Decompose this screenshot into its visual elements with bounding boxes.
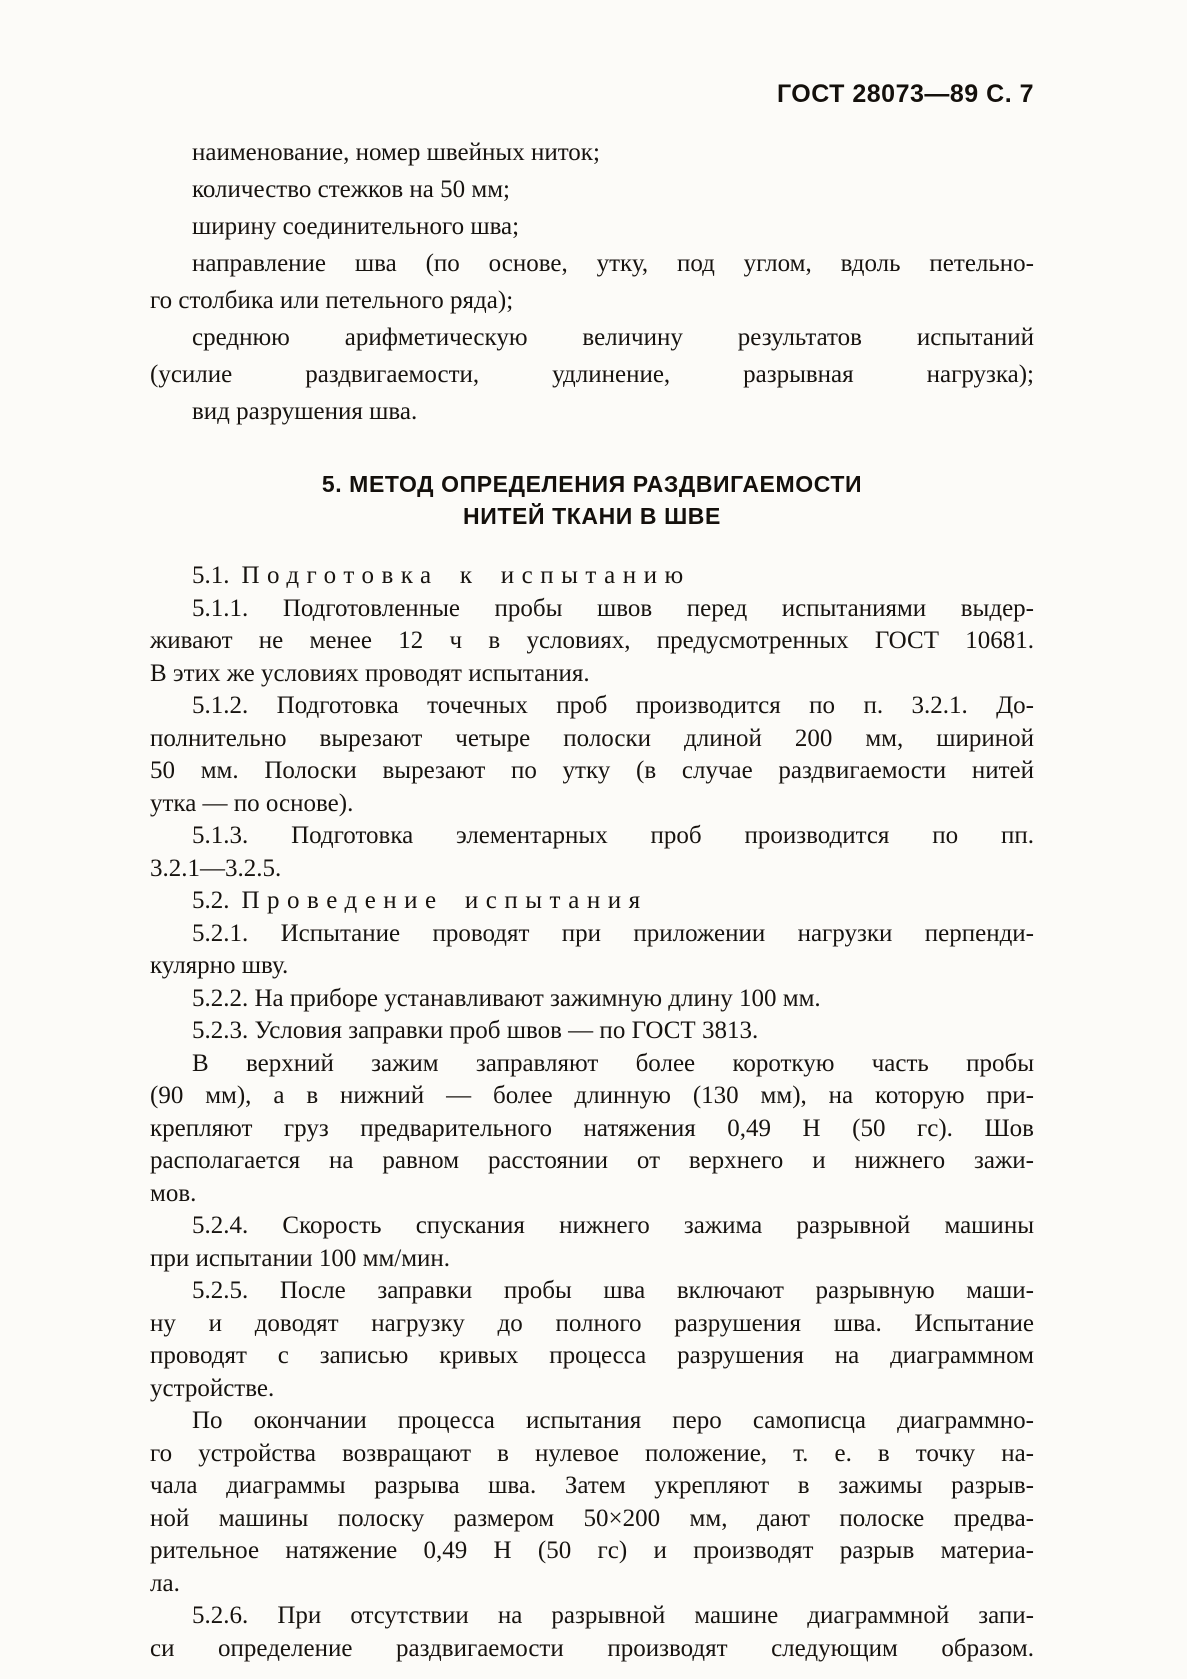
text-line: 5.2.3. Условия заправки проб швов — по ГОСТ 3813. — [192, 1017, 759, 1044]
text-line: при испытании 100 мм/мин. — [150, 1244, 451, 1272]
text-line: си определение раздвигаемости производят следующим образом. — [150, 1634, 1034, 1662]
page-header-gost-number: ГОСТ 28073—89 С. 7 — [776, 80, 1034, 108]
text-line: наименование, номер швейных ниток; — [192, 139, 600, 166]
text-line: 5.1.2. Подготовка точечных проб производится по п. 3.2.1. До- — [192, 692, 1034, 719]
text-line: 5.2.4. Скорость спускания нижнего зажима разрывной машины — [192, 1212, 1034, 1239]
section-heading-line: НИТЕЙ ТКАНИ В ШВЕ — [463, 503, 721, 529]
text-line: 5.2.2. На приборе устанавливают зажимную длину 100 мм. — [192, 984, 821, 1012]
text-line: го устройства возвращают в нулевое положение, т. е. в точку на- — [150, 1439, 1034, 1467]
text-line: В этих же условиях проводят испытания. — [150, 659, 590, 687]
text-line: устройстве. — [150, 1374, 275, 1402]
text-line: проводят с записью кривых процесса разрушения на диаграммном — [150, 1342, 1034, 1369]
text-line: рительное натяжение 0,49 Н (50 гс) и производят разрыв материа- — [150, 1537, 1034, 1564]
subsection-heading — [150, 885, 1034, 918]
text-line: крепляют груз предварительного натяжения 0,49 Н (50 гс). Шов — [150, 1114, 1034, 1142]
text-line: среднюю арифметическую величину результатов испытаний — [192, 324, 1034, 351]
document-body — [150, 134, 1034, 1665]
text-line: 5.2.6. При отсутствии на разрывной машине диаграммной запи- — [192, 1602, 1034, 1629]
text-line: количество стежков на 50 мм; — [192, 176, 510, 203]
text-line: кулярно шву. — [150, 952, 289, 979]
subsection-title: Подготовка к испытанию — [241, 562, 691, 589]
text-line: 5.1.3. Подготовка элементарных проб производится по пп. — [192, 822, 1034, 849]
text-line: 5.2.1. Испытание проводят при приложении нагрузки перпенди- — [192, 919, 1034, 947]
subsection-title: Проведение испытания — [241, 887, 648, 914]
text-line: (90 мм), а в нижний — более длинную (130 мм), на которую при- — [150, 1082, 1034, 1109]
text-line: 5.1.1. Подготовленные пробы швов перед испытаниями выдер- — [192, 594, 1034, 622]
text-line: ла. — [150, 1569, 180, 1597]
text-line: ширину соединительного шва; — [192, 213, 520, 240]
text-line: В верхний зажим заправляют более короткую часть пробы — [192, 1049, 1034, 1077]
text-line: утка — по основе). — [150, 789, 354, 817]
subsection-heading — [150, 560, 1034, 593]
text-line: живают не менее 12 ч в условиях, предусмотренных ГОСТ 10681. — [150, 627, 1034, 654]
text-line: 50 мм. Полоски вырезают по утку (в случае раздвигаемости нитей — [150, 757, 1034, 784]
text-line: ной машины полоску размером 50×200 мм, дают полоске предва- — [150, 1504, 1034, 1532]
text-line: По окончании процесса испытания перо самописца диаграммно- — [192, 1407, 1034, 1434]
section-heading — [150, 468, 1034, 532]
text-line: полнительно вырезают четыре полоски длиной 200 мм, шириной — [150, 724, 1034, 752]
text-line: го столбика или петельного ряда); — [150, 287, 514, 314]
text-line: 3.2.1—3.2.5. — [150, 854, 282, 882]
text-line: располагается на равном расстоянии от верхнего и нижнего зажи- — [150, 1147, 1034, 1174]
text-line: вид разрушения шва. — [192, 398, 418, 425]
text-line: мов. — [150, 1179, 197, 1207]
text-line: чала диаграммы разрыва шва. Затем укрепляют в зажимы разрыв- — [150, 1472, 1034, 1499]
subsection-number: 5.1. — [192, 562, 230, 589]
subsection-number: 5.2. — [192, 887, 230, 914]
text-line: ну и доводят нагрузку до полного разрушения шва. Испытание — [150, 1309, 1034, 1337]
text-line: 5.2.5. После заправки пробы шва включают разрывную маши- — [192, 1277, 1034, 1304]
text-line: (усилие раздвигаемости, удлинение, разрывная нагрузка); — [150, 361, 1034, 388]
text-line: направление шва (по основе, утку, под углом, вдоль петельно- — [192, 250, 1034, 277]
section-heading-line: 5. МЕТОД ОПРЕДЕЛЕНИЯ РАЗДВИГАЕМОСТИ — [321, 471, 863, 497]
